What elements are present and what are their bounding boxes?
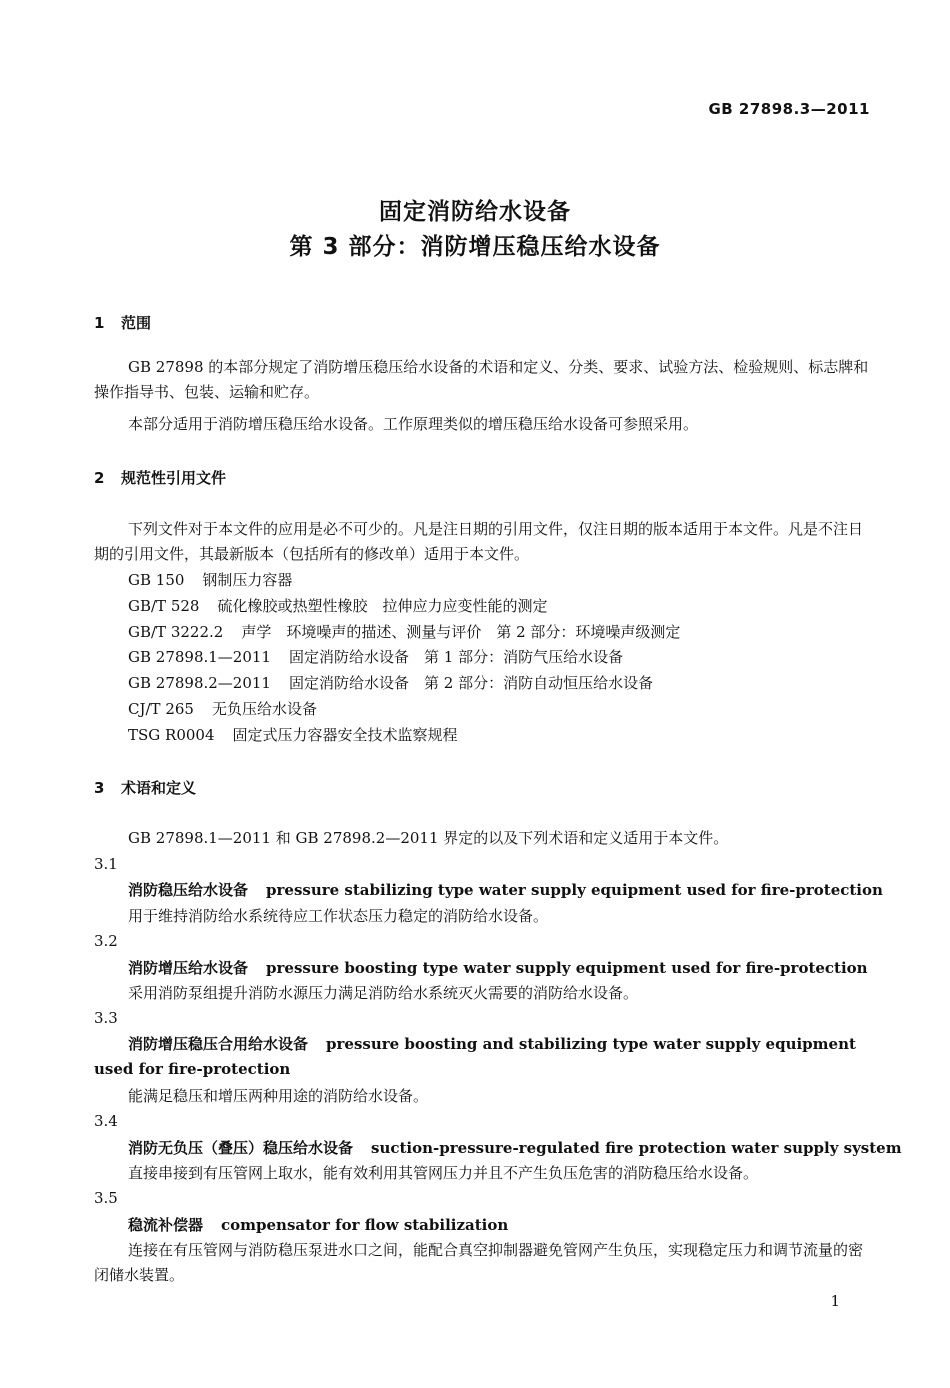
term-chinese: 消防增压稳压合用给水设备 [128, 1035, 309, 1053]
ref-code: GB/T 3222.2 [128, 623, 224, 641]
clause-number: 3.2 [94, 932, 118, 950]
section-title: 范围 [121, 314, 152, 332]
term-heading [128, 956, 868, 981]
ref-title: 固定消防给水设备 第 1 部分：消防气压给水设备 [288, 648, 624, 666]
section-number: 3 [94, 779, 105, 797]
term-definition: 能满足稳压和增压两种用途的消防给水设备。 [128, 1087, 429, 1105]
ref-title: 固定消防给水设备 第 2 部分：消防自动恒压给水设备 [288, 674, 654, 692]
term-definition: 用于维持消防给水系统待应工作状态压力稳定的消防给水设备。 [128, 907, 549, 925]
ref-code: GB/T 528 [128, 597, 200, 615]
ref-title: 硫化橡胶或热塑性橡胶 拉伸应力应变性能的测定 [217, 597, 548, 615]
section-number: 1 [94, 314, 105, 332]
term-english: pressure stabilizing type water supply equipment used for fire-protection [266, 881, 883, 899]
term-english: pressure boosting and stabilizing type water supply equipment used for fire-protection [94, 1035, 856, 1078]
ref-item [128, 697, 317, 722]
ref-item [128, 723, 458, 748]
section-title: 规范性引用文件 [121, 469, 227, 487]
term-english: suction-pressure-regulated fire protection water supply system [371, 1139, 902, 1157]
ref-item [128, 645, 623, 670]
terms-intro: GB 27898.1—2011 和 GB 27898.2—2011 界定的以及下列术语和定义适用于本文件。 [128, 829, 729, 847]
doc-code-header: GB 27898.3—2011 [708, 100, 870, 118]
clause-number: 3.5 [94, 1189, 118, 1207]
term-english: pressure boosting type water supply equipment used for fire-protection [266, 959, 868, 977]
doc-title-line1: 固定消防给水设备 [379, 199, 571, 225]
ref-item [128, 594, 547, 619]
ref-item [128, 671, 653, 696]
ref-title: 钢制压力容器 [202, 571, 293, 589]
ref-code: CJ/T 265 [128, 700, 194, 718]
ref-title: 无负压给水设备 [211, 700, 317, 718]
section-number: 2 [94, 469, 105, 487]
ref-code: GB 27898.1—2011 [128, 648, 271, 666]
ref-item [128, 620, 680, 645]
term-heading [128, 878, 883, 903]
ref-code: TSG R0004 [128, 726, 215, 744]
term-heading [94, 1032, 874, 1082]
page-number: 1 [830, 1292, 840, 1310]
section-1-heading [94, 312, 151, 333]
term-definition: 直接串接到有压管网上取水，能有效利用其管网压力并且不产生负压危害的消防稳压给水设备。 [128, 1164, 759, 1182]
term-heading [128, 1136, 902, 1161]
section-title: 术语和定义 [121, 779, 197, 797]
term-chinese: 消防无负压（叠压）稳压给水设备 [128, 1139, 354, 1157]
term-definition: 采用消防泵组提升消防水源压力满足消防给水系统灭火需要的消防给水设备。 [128, 984, 639, 1002]
clause-number: 3.4 [94, 1112, 118, 1130]
section-2-heading [94, 467, 226, 488]
term-definition: 连接在有压管网与消防稳压泵进水口之间，能配合真空抑制器避免管网产生负压，实现稳定压力和调节流量的密闭储水装置。 [94, 1241, 864, 1284]
term-heading [128, 1213, 508, 1238]
clause-number: 3.3 [94, 1009, 118, 1027]
scope-paragraph-1: GB 27898 的本部分规定了消防增压稳压给水设备的术语和定义、分类、要求、试验方法、检验规则、标志牌和操作指导书、包装、运输和贮存。 [94, 358, 869, 401]
term-english: compensator for flow stabilization [221, 1216, 509, 1234]
ref-item [128, 568, 292, 593]
ref-title: 声学 环境噪声的描述、测量与评价 第 2 部分：环境噪声级测定 [241, 623, 681, 641]
ref-code: GB 27898.2—2011 [128, 674, 271, 692]
doc-title-line2: 第 3 部分：消防增压稳压给水设备 [289, 234, 661, 260]
clause-number: 3.1 [94, 855, 118, 873]
term-chinese: 消防稳压给水设备 [128, 881, 249, 899]
scope-paragraph-2: 本部分适用于消防增压稳压给水设备。工作原理类似的增压稳压给水设备可参照采用。 [128, 415, 699, 433]
term-chinese: 稳流补偿器 [128, 1216, 204, 1234]
section-3-heading [94, 777, 196, 798]
normative-refs-intro: 下列文件对于本文件的应用是必不可少的。凡是注日期的引用文件，仅注日期的版本适用于本文件。凡是不注日期的引用文件，其最新版本（包括所有的修改单）适用于本文件。 [94, 520, 864, 563]
ref-title: 固定式压力容器安全技术监察规程 [232, 726, 458, 744]
term-chinese: 消防增压给水设备 [128, 959, 249, 977]
ref-code: GB 150 [128, 571, 185, 589]
